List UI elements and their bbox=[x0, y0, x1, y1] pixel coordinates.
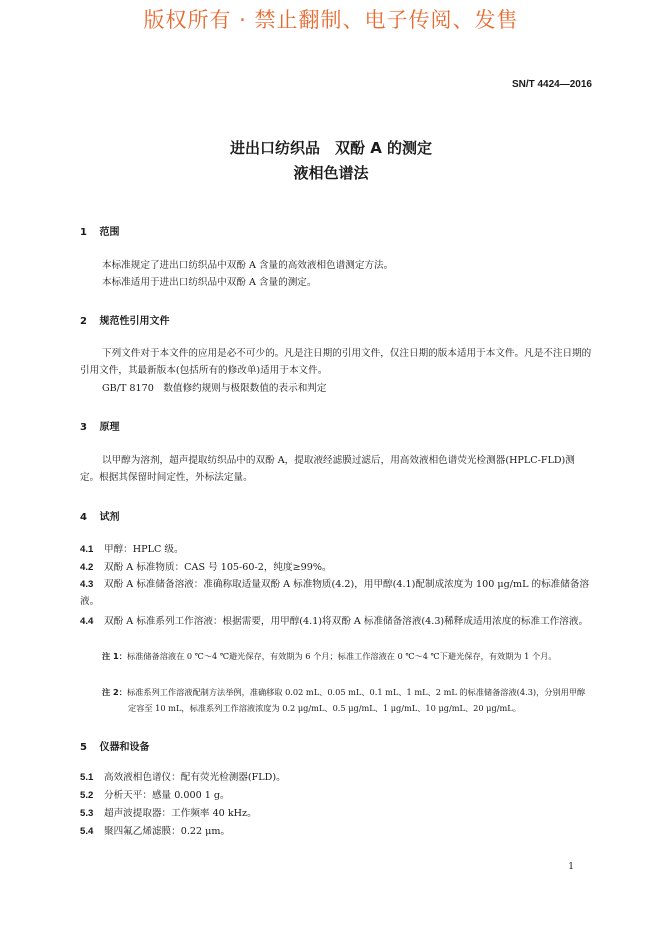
section-4-heading bbox=[80, 508, 119, 523]
section-number: 5 bbox=[80, 742, 87, 753]
section-3-heading bbox=[80, 418, 119, 433]
copyright-banner: 版权所有 · 禁止翻制、电子传阅、发售 bbox=[143, 8, 519, 32]
item-number: 5.1 bbox=[80, 772, 94, 783]
item-text: 双酚 A 标准物质：CAS 号 105-60-2，纯度≥99%。 bbox=[104, 562, 332, 573]
section-title: 试剂 bbox=[99, 512, 120, 523]
item-number: 4.4 bbox=[80, 616, 94, 627]
standard-number: SN/T 4424—2016 bbox=[511, 79, 592, 90]
item-text: 甲醇：HPLC 级。 bbox=[104, 544, 184, 555]
item-text: 聚四氟乙烯滤膜：0.22 μm。 bbox=[104, 826, 231, 837]
section-5-heading bbox=[80, 738, 149, 753]
list-item bbox=[80, 823, 592, 840]
paragraph: 本标准适用于进出口纺织品中双酚 A 含量的测定。 bbox=[102, 277, 317, 288]
paragraph: 以甲醇为溶剂，超声提取纺织品中的双酚 A，提取液经滤膜过滤后，用高效液相色谱荧光检测器(HPLC-FLD)测定。根据其保留时间定性，外标法定量。 bbox=[80, 455, 575, 483]
section-number: 2 bbox=[80, 316, 87, 327]
list-item bbox=[80, 805, 592, 822]
paragraph: 本标准规定了进出口纺织品中双酚 A 含量的高效液相色谱测定方法。 bbox=[102, 260, 394, 271]
list-item bbox=[80, 613, 592, 630]
section-title: 规范性引用文件 bbox=[99, 316, 170, 327]
item-number: 4.1 bbox=[80, 544, 94, 555]
section-title: 原理 bbox=[99, 422, 120, 433]
section-1-heading bbox=[80, 223, 119, 238]
list-item bbox=[80, 541, 592, 558]
section-2-heading bbox=[80, 312, 169, 327]
list-item bbox=[80, 576, 592, 610]
document-title: 进出口纺织品 双酚 A 的测定 bbox=[229, 139, 433, 157]
note bbox=[102, 684, 592, 716]
item-number: 4.2 bbox=[80, 562, 94, 573]
item-number: 5.2 bbox=[80, 790, 94, 801]
reference-item: GB/T 8170 数值修约规则与极限数值的表示和判定 bbox=[102, 383, 327, 394]
item-text: 分析天平：感量 0.000 1 g。 bbox=[104, 790, 230, 801]
section-number: 3 bbox=[80, 422, 87, 433]
note-label: 注 1： bbox=[102, 651, 127, 661]
list-item bbox=[80, 769, 592, 786]
paragraph: 下列文件对于本文件的应用是必不可少的。凡是注日期的引用文件，仅注日期的版本适用于本文件。凡是不注日期的引用文件，其最新版本(包括所有的修改单)适用于本文件。 bbox=[80, 348, 592, 376]
item-number: 4.3 bbox=[80, 579, 94, 590]
item-text: 高效液相色谱仪：配有荧光检测器(FLD)。 bbox=[104, 772, 286, 783]
page-number: 1 bbox=[568, 862, 574, 872]
document-subtitle: 液相色谱法 bbox=[293, 164, 369, 182]
note bbox=[102, 648, 592, 664]
item-number: 5.4 bbox=[80, 826, 94, 837]
item-text: 双酚 A 标准系列工作溶液：根据需要，用甲醇(4.1)将双酚 A 标准储备溶液(4.3)稀释成适用浓度的标准工作溶液。 bbox=[104, 616, 589, 627]
item-text: 超声波提取器：工作频率 40 kHz。 bbox=[104, 808, 257, 819]
item-number: 5.3 bbox=[80, 808, 94, 819]
list-item bbox=[80, 787, 592, 804]
item-text: 双酚 A 标准储备溶液：准确称取适量双酚 A 标准物质(4.2)，用甲醇(4.1)配制成浓度为 100 μg/mL 的标准储备溶液。 bbox=[80, 579, 590, 607]
section-number: 1 bbox=[80, 227, 87, 238]
section-number: 4 bbox=[80, 512, 87, 523]
section-title: 范围 bbox=[99, 227, 120, 238]
note-label: 注 2： bbox=[102, 687, 127, 697]
note-text: 标准系列工作溶液配制方法举例，准确移取 0.02 mL、0.05 mL、0.1 mL、1 mL、2 mL 的标准储备溶液(4.3)，分别用甲醇定容至 10 mL，标准系列工作溶液浓度为 0.2 μg/mL、0.5 μg/mL、1 μg/mL、10 μg/mL、20 μg/mL。 bbox=[126, 687, 586, 713]
list-item bbox=[80, 559, 592, 576]
section-title: 仪器和设备 bbox=[99, 742, 150, 753]
note-text: 标准储备溶液在 0 ℃～4 ℃避光保存，有效期为 6 个月；标准工作溶液在 0 ℃～4 ℃下避光保存，有效期为 1 个月。 bbox=[126, 651, 557, 661]
